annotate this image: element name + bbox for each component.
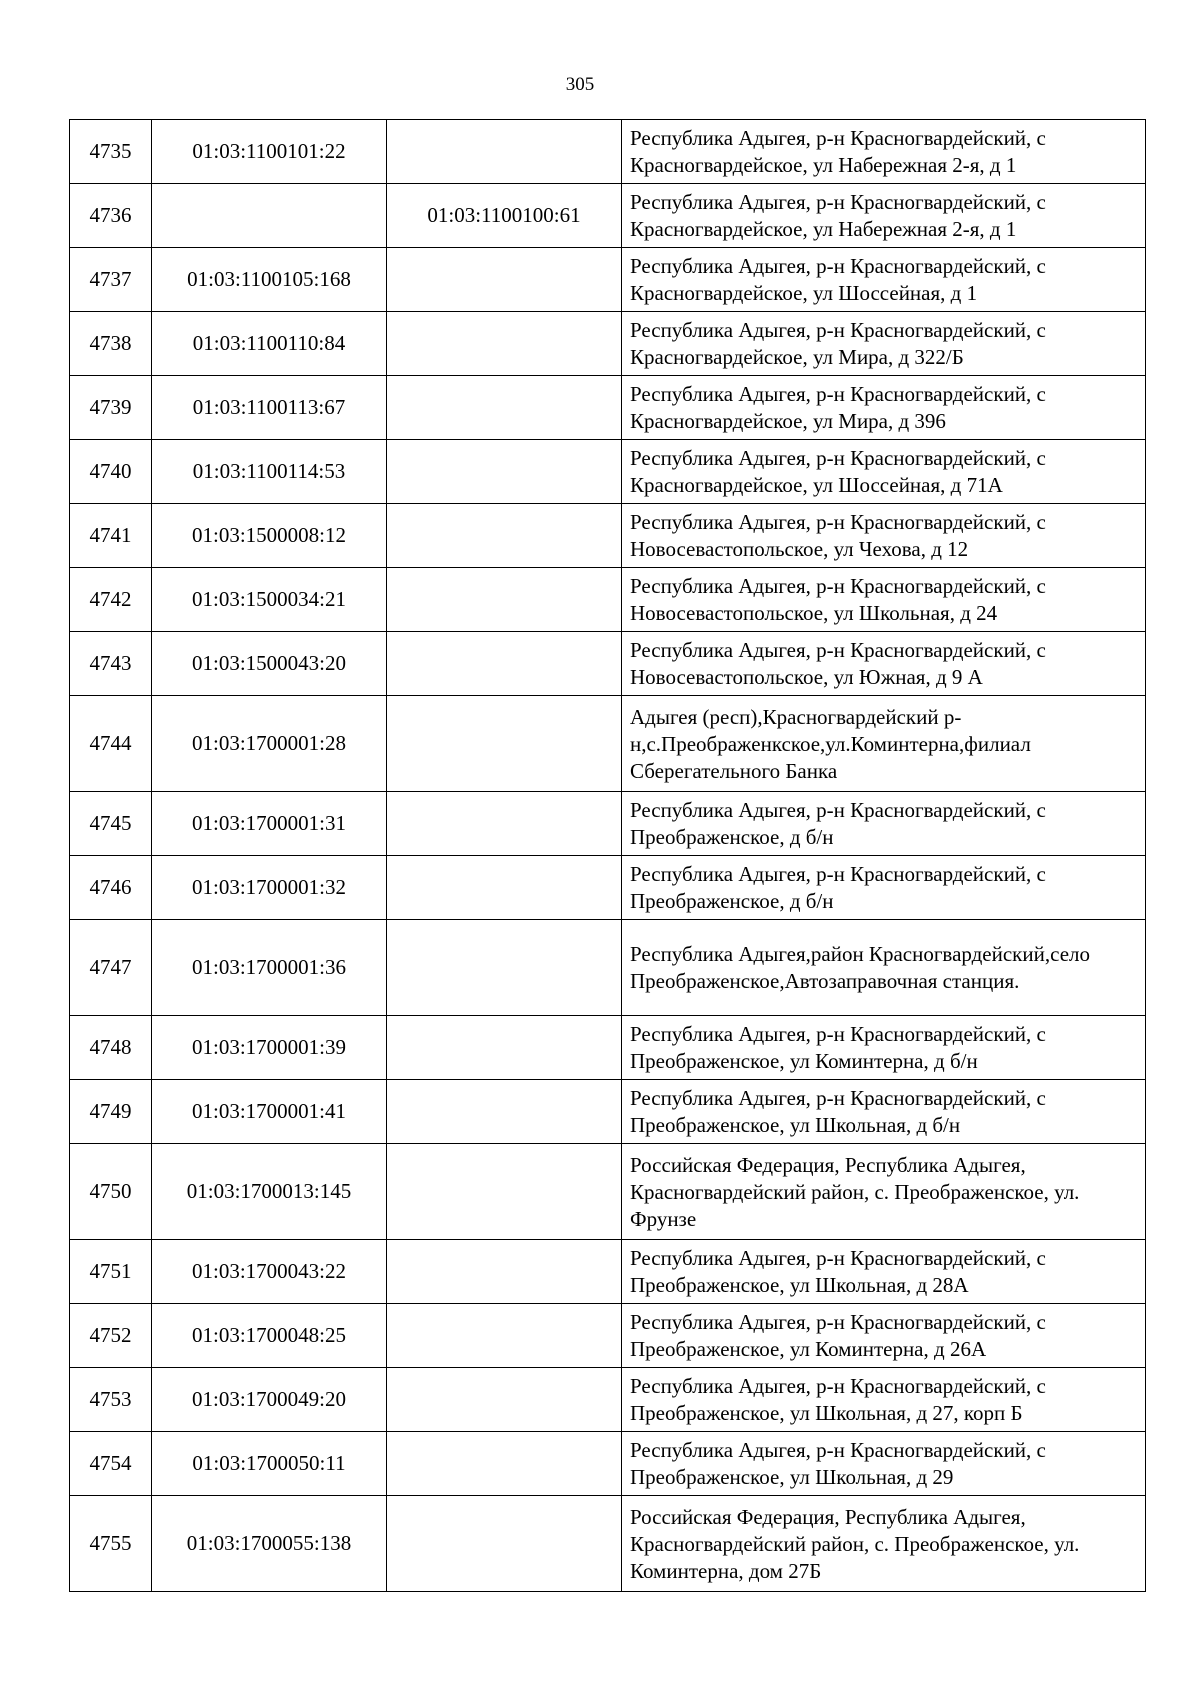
cadastral-number-cell: 01:03:1700001:36: [152, 920, 387, 1016]
address-cell: Республика Адыгея, р-н Красногвардейский, с Новосевастопольское, ул Чехова, д 12: [622, 504, 1146, 568]
table-row: [70, 1496, 1146, 1592]
row-number-cell: 4744: [70, 696, 152, 792]
address-cell: Республика Адыгея, р-н Красногвардейский, с Красногвардейское, ул Набережная 2-я, д 1: [622, 120, 1146, 184]
row-number-cell: 4748: [70, 1016, 152, 1080]
row-number-cell: 4737: [70, 248, 152, 312]
address-cell: Республика Адыгея, р-н Красногвардейский, с Преображенское, ул Коминтерна, д б/н: [622, 1016, 1146, 1080]
row-number-cell: 4740: [70, 440, 152, 504]
land-plot-number-cell: [387, 696, 622, 792]
row-number-cell: 4736: [70, 184, 152, 248]
land-plot-number-cell: [387, 1432, 622, 1496]
address-cell: Республика Адыгея, р-н Красногвардейский, с Преображенское, ул Школьная, д 28А: [622, 1240, 1146, 1304]
cadastral-number-cell: 01:03:1500043:20: [152, 632, 387, 696]
table-row: [70, 568, 1146, 632]
cadastral-number-cell: 01:03:1100114:53: [152, 440, 387, 504]
table-row: [70, 1016, 1146, 1080]
address-cell: Республика Адыгея, р-н Красногвардейский, с Преображенское, ул Коминтерна, д 26А: [622, 1304, 1146, 1368]
table-row: [70, 1144, 1146, 1240]
row-number-cell: 4749: [70, 1080, 152, 1144]
cadastral-number-cell: 01:03:1100113:67: [152, 376, 387, 440]
cadastral-number-cell: 01:03:1700001:41: [152, 1080, 387, 1144]
row-number-cell: 4753: [70, 1368, 152, 1432]
table-row: [70, 1240, 1146, 1304]
table-row: [70, 1080, 1146, 1144]
cadastral-number-cell: 01:03:1700001:28: [152, 696, 387, 792]
land-plot-number-cell: [387, 1368, 622, 1432]
table-row: [70, 312, 1146, 376]
table-row: [70, 792, 1146, 856]
land-plot-number-cell: [387, 1240, 622, 1304]
cadastral-number-cell: 01:03:1100101:22: [152, 120, 387, 184]
address-cell: Республика Адыгея, р-н Красногвардейский, с Красногвардейское, ул Шоссейная, д 71А: [622, 440, 1146, 504]
table-row: [70, 504, 1146, 568]
address-cell: Республика Адыгея, р-н Красногвардейский, с Преображенское, ул Школьная, д 27, корп Б: [622, 1368, 1146, 1432]
table-row: [70, 1368, 1146, 1432]
address-cell: Республика Адыгея, р-н Красногвардейский, с Красногвардейское, ул Набережная 2-я, д 1: [622, 184, 1146, 248]
address-cell: Республика Адыгея, р-н Красногвардейский, с Новосевастопольское, ул Южная, д 9 А: [622, 632, 1146, 696]
cadastral-number-cell: 01:03:1700043:22: [152, 1240, 387, 1304]
cadastral-number-cell: 01:03:1500008:12: [152, 504, 387, 568]
address-cell: Республика Адыгея, р-н Красногвардейский, с Преображенское, ул Школьная, д б/н: [622, 1080, 1146, 1144]
page-number: 305: [565, 74, 595, 95]
table-row: [70, 248, 1146, 312]
land-plot-number-cell: [387, 568, 622, 632]
address-cell: Республика Адыгея, р-н Красногвардейский, с Красногвардейское, ул Мира, д 322/Б: [622, 312, 1146, 376]
cadastral-number-cell: 01:03:1700050:11: [152, 1432, 387, 1496]
address-cell: Адыгея (респ),Красногвардейский р-н,с.Преображенкское,ул.Коминтерна,филиал Сберегательного Банка: [622, 696, 1146, 792]
address-cell: Республика Адыгея, р-н Красногвардейский, с Преображенское, д б/н: [622, 792, 1146, 856]
cadastral-number-cell: 01:03:1700049:20: [152, 1368, 387, 1432]
row-number-cell: 4742: [70, 568, 152, 632]
land-plot-number-cell: [387, 1496, 622, 1592]
cadastral-number-cell: [152, 184, 387, 248]
registry-table: [69, 119, 1146, 1592]
address-cell: Российская Федерация, Республика Адыгея, Красногвардейский район, с. Преображенское, ул. Коминтерна, дом 27Б: [622, 1496, 1146, 1592]
table-row: [70, 632, 1146, 696]
row-number-cell: 4747: [70, 920, 152, 1016]
table-row: [70, 1304, 1146, 1368]
address-cell: Республика Адыгея, р-н Красногвардейский, с Преображенское, д б/н: [622, 856, 1146, 920]
land-plot-number-cell: [387, 1304, 622, 1368]
cadastral-number-cell: 01:03:1700001:39: [152, 1016, 387, 1080]
cadastral-number-cell: 01:03:1700001:32: [152, 856, 387, 920]
cadastral-number-cell: 01:03:1100105:168: [152, 248, 387, 312]
table-row: [70, 440, 1146, 504]
cadastral-number-cell: 01:03:1700055:138: [152, 1496, 387, 1592]
land-plot-number-cell: [387, 792, 622, 856]
table-row: [70, 1432, 1146, 1496]
land-plot-number-cell: [387, 920, 622, 1016]
row-number-cell: 4752: [70, 1304, 152, 1368]
row-number-cell: 4750: [70, 1144, 152, 1240]
cadastral-number-cell: 01:03:1700048:25: [152, 1304, 387, 1368]
land-plot-number-cell: [387, 504, 622, 568]
row-number-cell: 4755: [70, 1496, 152, 1592]
row-number-cell: 4738: [70, 312, 152, 376]
row-number-cell: 4739: [70, 376, 152, 440]
table-row: [70, 184, 1146, 248]
address-cell: Российская Федерация, Республика Адыгея, Красногвардейский район, с. Преображенское, ул. Фрунзе: [622, 1144, 1146, 1240]
address-cell: Республика Адыгея,район Красногвардейский,село Преображенское,Автозаправочная станция.: [622, 920, 1146, 1016]
cadastral-number-cell: 01:03:1700001:31: [152, 792, 387, 856]
row-number-cell: 4741: [70, 504, 152, 568]
land-plot-number-cell: [387, 856, 622, 920]
table-row: [70, 696, 1146, 792]
land-plot-number-cell: [387, 632, 622, 696]
address-cell: Республика Адыгея, р-н Красногвардейский, с Красногвардейское, ул Мира, д 396: [622, 376, 1146, 440]
row-number-cell: 4751: [70, 1240, 152, 1304]
address-cell: Республика Адыгея, р-н Красногвардейский, с Красногвардейское, ул Шоссейная, д 1: [622, 248, 1146, 312]
table-row: [70, 120, 1146, 184]
row-number-cell: 4743: [70, 632, 152, 696]
land-plot-number-cell: [387, 440, 622, 504]
address-cell: Республика Адыгея, р-н Красногвардейский, с Преображенское, ул Школьная, д 29: [622, 1432, 1146, 1496]
land-plot-number-cell: [387, 1080, 622, 1144]
row-number-cell: 4745: [70, 792, 152, 856]
row-number-cell: 4754: [70, 1432, 152, 1496]
row-number-cell: 4746: [70, 856, 152, 920]
row-number-cell: 4735: [70, 120, 152, 184]
table-row: [70, 920, 1146, 1016]
registry-table-body: [70, 120, 1146, 1592]
land-plot-number-cell: [387, 376, 622, 440]
land-plot-number-cell: [387, 1016, 622, 1080]
cadastral-number-cell: 01:03:1700013:145: [152, 1144, 387, 1240]
table-row: [70, 856, 1146, 920]
land-plot-number-cell: [387, 120, 622, 184]
cadastral-number-cell: 01:03:1100110:84: [152, 312, 387, 376]
land-plot-number-cell: [387, 248, 622, 312]
land-plot-number-cell: 01:03:1100100:61: [387, 184, 622, 248]
table-row: [70, 376, 1146, 440]
land-plot-number-cell: [387, 312, 622, 376]
cadastral-number-cell: 01:03:1500034:21: [152, 568, 387, 632]
address-cell: Республика Адыгея, р-н Красногвардейский, с Новосевастопольское, ул Школьная, д 24: [622, 568, 1146, 632]
land-plot-number-cell: [387, 1144, 622, 1240]
